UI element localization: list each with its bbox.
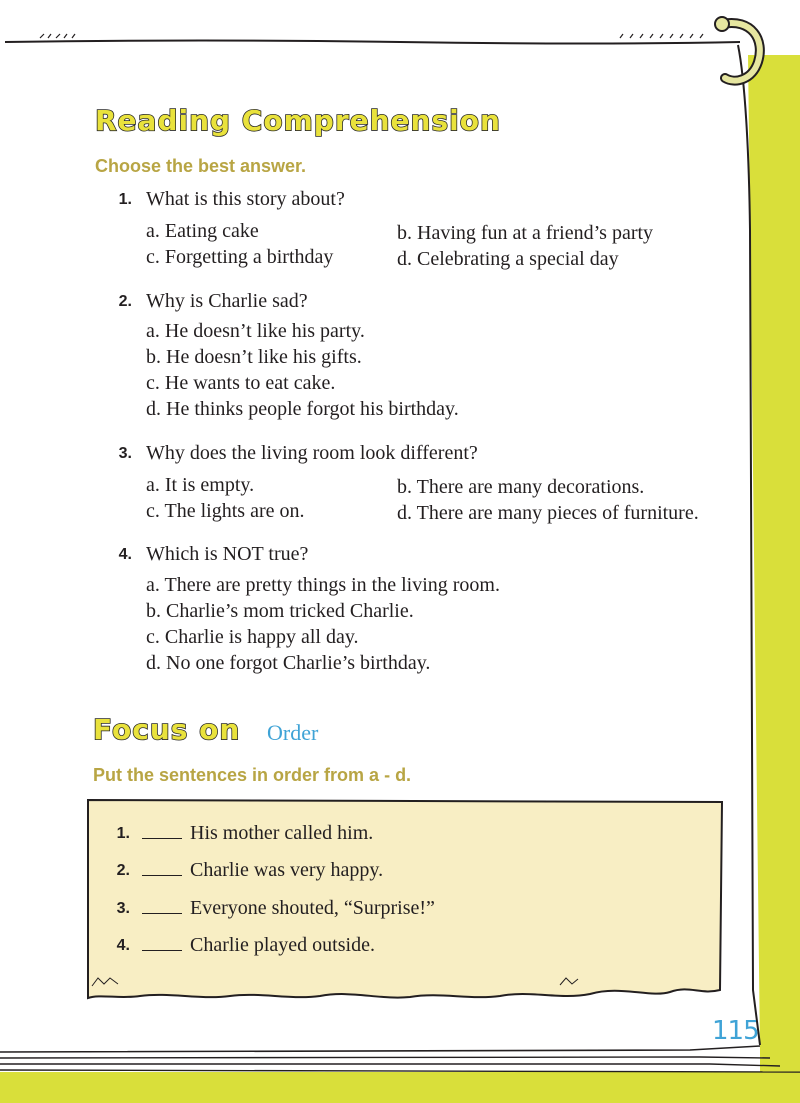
- question-number: 1.: [118, 191, 132, 208]
- answer-option: b. There are many decorations.: [397, 476, 645, 498]
- order-item-text: His mother called him.: [190, 822, 374, 844]
- order-item-number: 3.: [116, 900, 130, 917]
- answer-blank[interactable]: [142, 838, 182, 839]
- order-item-text: Charlie was very happy.: [190, 859, 384, 881]
- order-item: [142, 897, 435, 920]
- order-item: [142, 822, 373, 845]
- answer-blank[interactable]: [142, 875, 182, 876]
- question-number: 4.: [118, 546, 132, 563]
- question-number: 2.: [118, 293, 132, 310]
- order-item: [142, 934, 375, 957]
- answer-blank[interactable]: [142, 950, 182, 951]
- answer-blank[interactable]: [142, 913, 182, 914]
- focus-topic: Order: [267, 720, 319, 745]
- order-item-number: 2.: [116, 862, 130, 879]
- answer-option: b. Charlie’s mom tricked Charlie.: [146, 600, 414, 622]
- answer-option: d. Celebrating a special day: [397, 248, 619, 270]
- answer-option: b. Having fun at a friend’s party: [397, 222, 654, 244]
- order-item-number: 4.: [116, 937, 130, 954]
- answer-option: c. He wants to eat cake.: [146, 372, 336, 394]
- order-item-number: 1.: [116, 825, 130, 842]
- order-item-text: Everyone shouted, “Surprise!”: [190, 897, 435, 919]
- answer-option: d. There are many pieces of furniture.: [397, 502, 699, 524]
- question-text: Which is NOT true?: [146, 543, 309, 565]
- answer-option: d. He thinks people forgot his birthday.: [146, 398, 459, 420]
- section-title-focus: Focus on: [93, 713, 241, 746]
- answer-option: c. Forgetting a birthday: [146, 246, 334, 268]
- question-number: 3.: [118, 445, 132, 462]
- answer-option: a. There are pretty things in the living room.: [146, 574, 500, 596]
- answer-option: a. It is empty.: [146, 474, 255, 496]
- answer-option: a. Eating cake: [146, 220, 259, 242]
- order-item: [142, 859, 383, 882]
- order-item-text: Charlie played outside.: [190, 934, 375, 956]
- question-text: Why does the living room look different?: [146, 442, 478, 464]
- answer-option: d. No one forgot Charlie’s birthday.: [146, 652, 431, 674]
- instruction-order: Put the sentences in order from a - d.: [93, 765, 412, 785]
- answer-option: b. He doesn’t like his gifts.: [146, 346, 362, 368]
- page-number: 115: [712, 1016, 759, 1046]
- section-title-reading: Reading Comprehension: [95, 104, 501, 137]
- answer-option: a. He doesn’t like his party.: [146, 320, 365, 342]
- answer-option: c. The lights are on.: [146, 500, 305, 522]
- answer-option: c. Charlie is happy all day.: [146, 626, 359, 648]
- question-text: What is this story about?: [146, 188, 345, 210]
- instruction-choose: Choose the best answer.: [95, 156, 307, 176]
- question-text: Why is Charlie sad?: [146, 290, 308, 312]
